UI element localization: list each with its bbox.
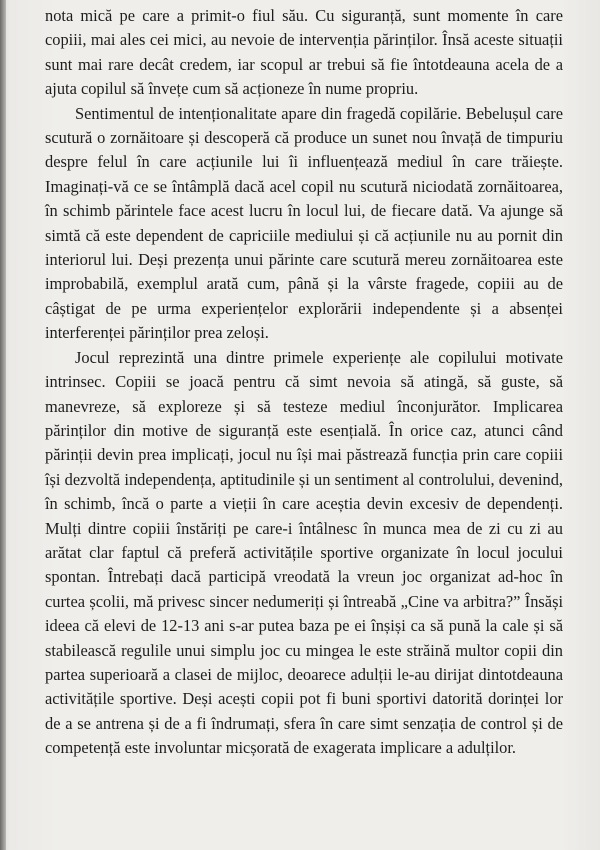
paragraph-intentionality: Sentimentul de intenționalitate apare din fragedă copilărie. Bebelușul care scutură o zornăitoare și descoperă că produce un sunet nou învață de timpuriu despre felul în care acțiunile lui îi influențează mediul în care trăiește. Imaginați-vă ce se întâmplă dacă acel copil nu scutură niciodată zornăitoarea, în schimb părintele face acest lucru în locul lui, de fiecare dată. Va ajunge să simtă că este dependent de capriciile mediului și că acțiunile nu au pornit din interiorul lui. Deși prezența unui părinte care scutură mereu zornăitoarea este improbabilă, exemplul arată cum, până și la vârste fragede, copiii au de câștigat de pe urma experiențelor explorării independente și a absenței interferenței părinților prea zeloși. — [45, 103, 563, 343]
paragraph-continuation: nota mică pe care a primit-o fiul său. Cu siguranță, sunt momente în care copiii, mai ales cei mici, au nevoie de intervenția părinților. Însă aceste situații sunt mai rare decât credem, iar scopul ar trebui să fie întotdeauna acela de a ajuta copilul să învețe cum să acționeze în nume propriu. — [45, 6, 563, 99]
book-spine-shadow — [0, 0, 6, 850]
page-body-text — [45, 4, 563, 761]
paragraph-play: Jocul reprezintă una dintre primele experiențe ale copilului motivate intrinsec. Copiii se joacă pentru că simt nevoia să atingă, să guste, să manevreze, să exploreze și să testeze mediul înconjurător. Implicarea părinților din motive de siguranță este esențială. În orice caz, atunci când părinții devin prea implicați, jocul nu își mai păstrează funcția prin care copiii își dezvoltă independența, aptitudinile și un sentiment al controlului, devenind, în schimb, încă o parte a vieții în care aceștia devin excesiv de dependenți. Mulți dintre copiii înstăriți pe care-i întâlnesc în munca mea de zi cu zi au arătat clar faptul că preferă activitățile sportive organizate în locul jocului spontan. Întrebați dacă participă vreodată la vreun joc organizat ad-hoc în curtea școlii, mă privesc sincer nedumeriți și întreabă „Cine va arbitra?” Însăși ideea că elevi de 12-13 ani s-ar putea baza pe ei înșiși ca să pună la cale și să stabilească regulile unui simplu joc cu mingea le este străină multor copii din partea superioară a clasei de mijloc, deoarece adulții le-au dirijat dintotdeauna activitățile sportive. Deși acești copii pot fi buni sportivi datorită dorinței lor de a se antrena și de a fi îndrumați, sfera în care simt senzația de control și de competență este involuntar micșorată de exagerata implicare a adulților. — [45, 347, 563, 758]
